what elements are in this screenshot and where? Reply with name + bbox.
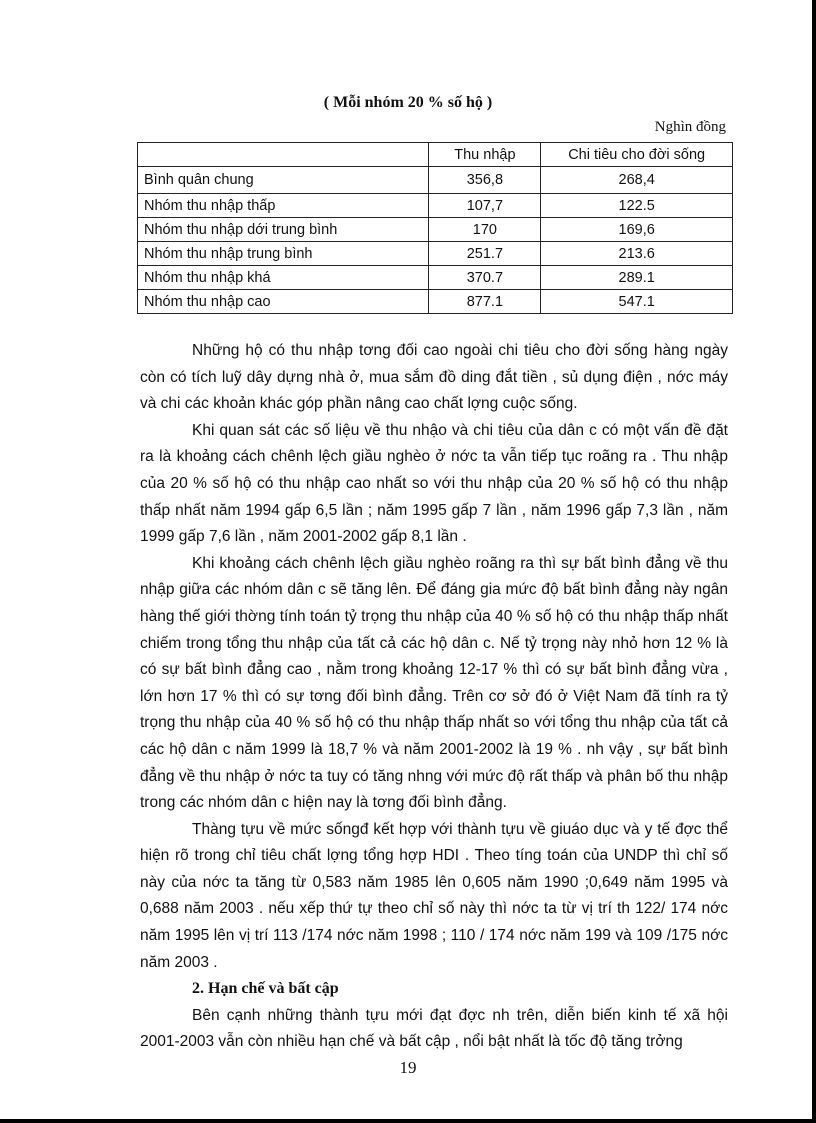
row-spending: 289.1 — [541, 266, 733, 290]
row-label: Nhóm thu nhập cao — [138, 290, 429, 314]
paragraph: Bên cạnh những thành tựu mới đạt đợc nh trên, diễn biến kinh tế xã hội 2001-2003 vẫn còn nhiều hạn chế và bất cập , nổi bật nhất là tốc độ tăng trởng — [140, 1006, 728, 1051]
row-spending: 268,4 — [541, 167, 733, 194]
paragraph: Thàng tựu về mức sốngđ kết hợp với thành tựu về giuáo dục và y tế đợc thể hiện rõ trong chỉ tiêu chất lợng tổng hợp HDI . Theo tíng toán của UNDP thì chỉ số này của nớc ta tăng từ 0,583 năm 1985 lên 0,605 năm 1990 ;0,649 năm 1995 và 0,688 năm 2003 . nếu xếp thứ tự theo chỉ số này thì nớc ta từ vị trí th 122/ 174 nớc năm 1995 lên vị trí 113 /174 nớc năm 1998 ; 110 / 174 nớc năm 199 và 109 /175 nớc năm 2003 . — [140, 820, 728, 971]
section-heading: 2. Hạn chế và bất cập — [192, 980, 339, 998]
row-spending: 547.1 — [541, 290, 733, 314]
row-label: Nhóm thu nhập trung bình — [138, 242, 429, 266]
page-border-right — [812, 0, 816, 1123]
table-row — [138, 167, 733, 194]
row-income: 370.7 — [429, 266, 541, 290]
paragraph: Những hộ có thu nhập tơng đối cao ngoài chi tiêu cho đời sống hàng ngày còn có tích luỹ dây dựng nhà ở, mua sắm đồ ding đắt tiền , sủ dụng điện , nớc máy và chi các khoản khác góp phần nâng cao chất lợng cuộc sống. — [140, 342, 728, 413]
table-unit: Nghìn đồng — [654, 119, 726, 135]
page-number: 19 — [399, 1058, 417, 1077]
paragraph: Khi khoảng cách chênh lệch giầu nghèo roãng ra thì sự bất bình đẳng về thu nhập giữa các nhóm dân c sẽ tăng lên. Để đáng gia mức độ bất bình đẳng này ngân hàng thế giới thờng tính toán tỷ trọng thu nhập của 40 % số hộ có thu nhập thấp nhất chiếm trong tổng thu nhập của tất cả các hộ dân c. Nế tỷ trọng này nhỏ hơn 12 % là có sự bất bình đẳng cao , nằm trong khoảng 12-17 % thì có sự bất bình đẳng vừa , lớn hơn 17 % thì có sự tơng đối bình đẳng. Trên cơ sở đó ở Việt Nam đã tính ra tỷ trọng thu nhập của 40 % số hộ có thu nhập thấp nhất so với tổng thu nhập của tất cả các hộ dân c năm 1999 là 18,7 % và năm 2001-2002 là 19 % . nh vậy , sự bất bình đẳng về thu nhập ở nớc ta tuy có tăng nhng với mức độ rất thấp và phân bố thu nhập trong các nhóm dân c hiện nay là tơng đối bình đẳng. — [140, 554, 728, 812]
row-label: Nhóm thu nhập khá — [138, 266, 429, 290]
table-row — [138, 266, 733, 290]
row-label: Nhóm thu nhập dới trung bình — [138, 218, 429, 242]
row-label: Nhóm thu nhập thấp — [138, 194, 429, 218]
row-income: 107,7 — [429, 194, 541, 218]
row-income: 170 — [429, 218, 541, 242]
row-label: Bình quân chung — [138, 167, 429, 194]
paragraph: Khi quan sát các số liệu về thu nhậo và chi tiêu của dân c có một vấn đề đặt ra là khoảng cách chênh lệch giầu nghèo ở nớc ta vẫn tiếp tục roãng ra . Thu nhập của 20 % số hộ có thu nhập cao nhất so với thu nhập của 20 % số hộ có thu nhập thấp nhất năm 1994 gấp 6,5 lần ; năm 1995 gấp 7 lần , năm 1996 gấp 7,3 lần , năm 1999 gấp 7,6 lần , năm 2001-2002 gấp 8,1 lần . — [140, 421, 728, 546]
income-spending-table — [137, 142, 733, 314]
row-income: 251.7 — [429, 242, 541, 266]
table-header-blank — [138, 143, 429, 167]
row-spending: 213.6 — [541, 242, 733, 266]
table-header-row — [138, 143, 733, 167]
table-row — [138, 242, 733, 266]
table-header-spending: Chi tiêu cho đời sống — [541, 143, 733, 167]
row-spending: 122.5 — [541, 194, 733, 218]
table-header-income: Thu nhập — [429, 143, 541, 167]
table-row — [138, 194, 733, 218]
row-spending: 169,6 — [541, 218, 733, 242]
table-row — [138, 290, 733, 314]
table-caption: ( Mỗi nhóm 20 % số hộ ) — [323, 94, 493, 111]
row-income: 356,8 — [429, 167, 541, 194]
page-border-bottom — [0, 1119, 816, 1123]
table-row — [138, 218, 733, 242]
body-text — [140, 338, 728, 1056]
row-income: 877.1 — [429, 290, 541, 314]
